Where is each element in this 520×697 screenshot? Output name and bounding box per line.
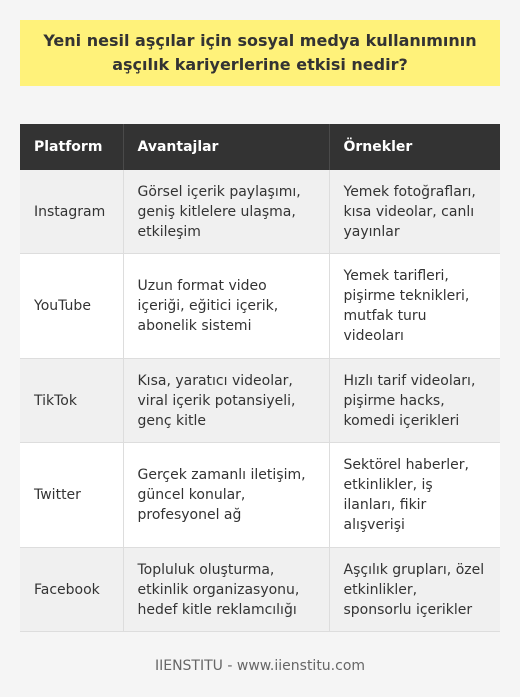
cell-examples: Yemek tarifleri, pişirme teknikleri, mutfak turu videoları [329,254,500,359]
table-row [20,359,500,443]
page-title: Yeni nesil aşçılar için sosyal medya kullanımının aşçılık kariyerlerine etkisi nedir? [43,31,477,74]
table-row [20,443,500,548]
cell-platform: TikTok [20,359,123,443]
header-row [20,124,500,170]
cell-advantages: Uzun format video içeriği, eğitici içerik, abonelik sistemi [123,254,329,359]
header-platform: Platform [20,124,123,170]
cell-examples: Sektörel haberler, etkinlikler, iş ilanları, fikir alışverişi [329,443,500,548]
cell-examples: Yemek fotoğrafları, kısa videolar, canlı yayınlar [329,170,500,254]
cell-platform: Instagram [20,170,123,254]
cell-platform: YouTube [20,254,123,359]
cell-examples: Aşçılık grupları, özel etkinlikler, sponsorlu içerikler [329,548,500,632]
footer-credit: IIENSTITU - www.iienstitu.com [154,658,366,674]
cell-advantages: Topluluk oluşturma, etkinlik organizasyonu, hedef kitle reklamcılığı [123,548,329,632]
cell-platform: Twitter [20,443,123,548]
table-row [20,170,500,254]
table-row [20,548,500,632]
title-banner [20,20,500,86]
table-row [20,254,500,359]
cell-advantages: Görsel içerik paylaşımı, geniş kitlelere ulaşma, etkileşim [123,170,329,254]
cell-advantages: Gerçek zamanlı iletişim, güncel konular, profesyonel ağ [123,443,329,548]
cell-advantages: Kısa, yaratıcı videolar, viral içerik potansiyeli, genç kitle [123,359,329,443]
header-examples: Örnekler [329,124,500,170]
header-advantages: Avantajlar [123,124,329,170]
cell-platform: Facebook [20,548,123,632]
platform-table [20,124,500,632]
table-body [20,170,500,632]
cell-examples: Hızlı tarif videoları, pişirme hacks, komedi içerikleri [329,359,500,443]
table-header [20,124,500,170]
